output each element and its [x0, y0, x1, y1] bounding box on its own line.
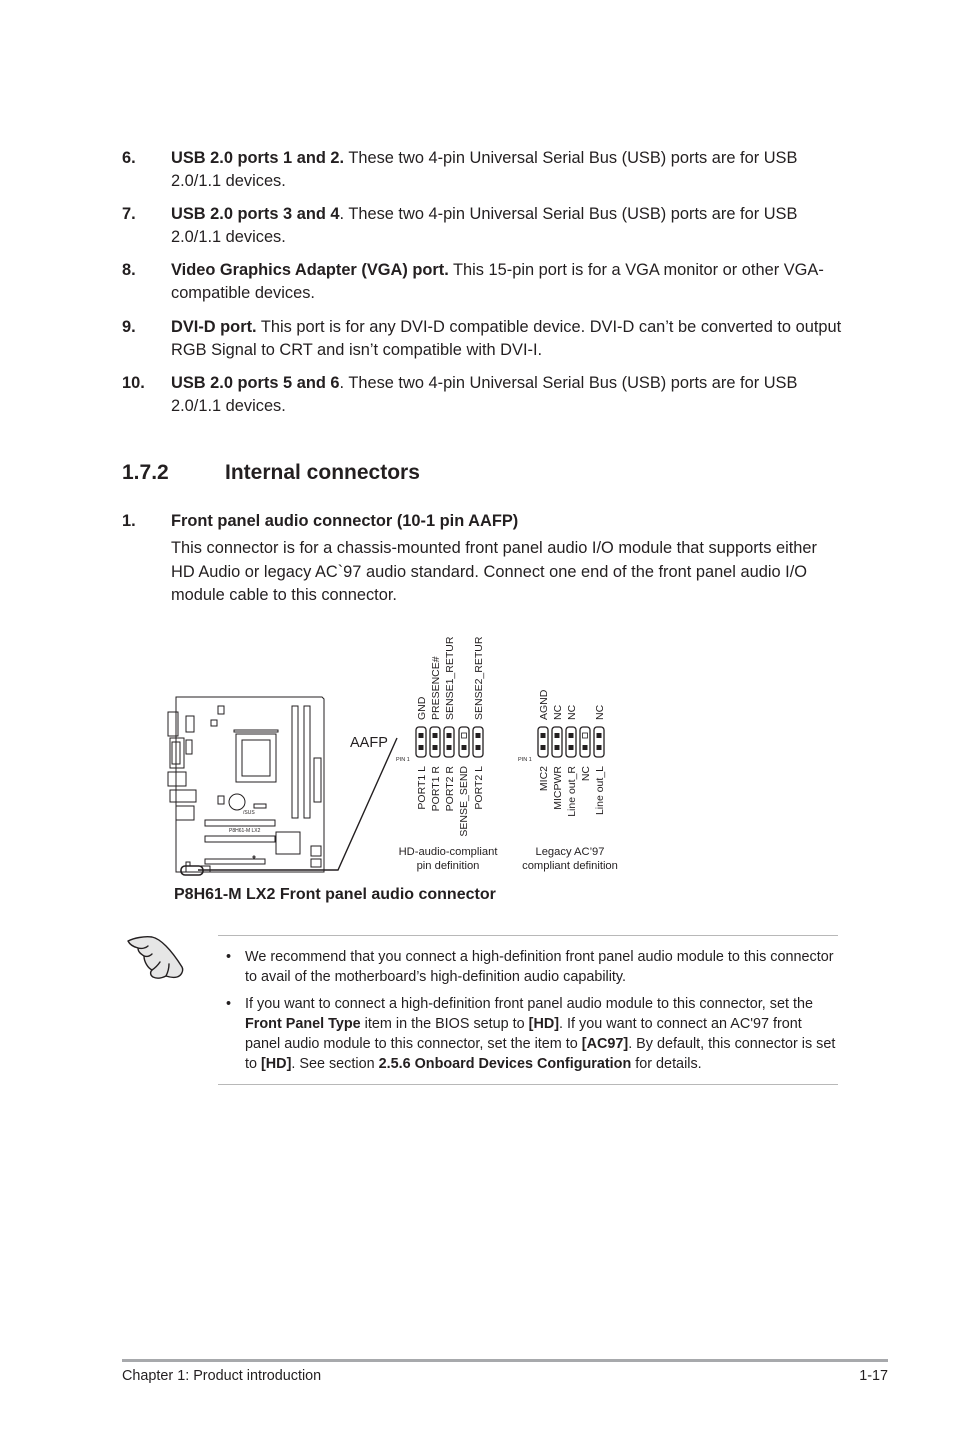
section-number: 1.7.2: [122, 461, 169, 484]
note-text: . By default, this connector is set to: [245, 1036, 836, 1073]
ac97-bottom-pin-label: MIC2: [538, 766, 550, 792]
note-bullets: [226, 947, 838, 1081]
hd-pin-header: [396, 727, 483, 763]
note-bullet-1: [226, 947, 838, 988]
note-bold: [AC97]: [581, 1036, 629, 1053]
note-text: . See section: [291, 1056, 379, 1073]
item-text: . These two 4-pin Universal Serial Bus (USB) ports are for USB 2.0/1.1 devices.: [171, 205, 798, 246]
ac97-pin1-label: PIN 1: [518, 757, 532, 763]
item-number: 9.: [122, 318, 136, 336]
list-item-8: [122, 259, 842, 305]
item-number: 6.: [122, 149, 136, 167]
subsection-number: 1.: [122, 512, 136, 530]
hd-pin1-label: PIN 1: [396, 757, 410, 763]
note-bold: [HD]: [528, 1015, 560, 1032]
item-title: DVI-D port.: [171, 318, 257, 336]
list-item-7: [122, 203, 842, 249]
item-text: This 15-pin port is for a VGA monitor or other VGA-compatible devices.: [171, 261, 824, 302]
hd-top-pin-label: PRESENCE#: [430, 656, 442, 720]
item-text: This port is for any DVI-D compatible device. DVI-D can’t be converted to output RGB Signal to CRT and isn’t compatible with DVI-I.: [171, 318, 842, 359]
hd-caption-line1: HD-audio-compliant: [398, 846, 498, 858]
hd-bottom-pin-label: PORT2 R: [444, 766, 456, 812]
footer-rule: [122, 1359, 888, 1362]
hd-top-pin-label: SENSE2_RETUR: [473, 636, 485, 720]
item-title: Video Graphics Adapter (VGA) port.: [171, 261, 449, 279]
footer-page-number: 1-17: [859, 1368, 888, 1384]
list-item-10: [122, 372, 842, 418]
hand-pointing-icon: [124, 932, 186, 984]
note-bullet-2: [226, 994, 838, 1075]
item-title: USB 2.0 ports 1 and 2.: [171, 149, 345, 167]
ac97-bottom-pin-label: MICPWR: [552, 766, 564, 810]
note-text: for details.: [631, 1056, 702, 1073]
hd-bottom-pin-label: SENSE_SEND: [458, 766, 470, 837]
hd-top-pin-label: GND: [416, 696, 428, 720]
ac97-pin-header: [518, 727, 604, 763]
subsection-item: [122, 510, 842, 533]
item-text: These two 4-pin Universal Serial Bus (USB) ports are for USB 2.0/1.1 devices.: [171, 149, 798, 190]
list-item-9: [122, 316, 842, 362]
hd-bottom-pin-label: PORT1 L: [416, 766, 428, 810]
leader-line: [198, 738, 397, 870]
ac97-bottom-pin-label: Line out_R: [566, 766, 578, 817]
diagram-caption: P8H61-M LX2 Front panel audio connector: [174, 886, 496, 903]
note-text: We recommend that you connect a high-definition front panel audio module to this connector to avail of the motherboard’s high-definition audio capability.: [245, 949, 834, 986]
hd-bottom-pin-label: PORT2 L: [473, 766, 485, 810]
ac97-bottom-pin-label: NC: [580, 766, 592, 782]
hd-caption-line2: pin definition: [416, 860, 480, 872]
item-title: USB 2.0 ports 3 and 4: [171, 205, 340, 223]
item-number: 10.: [122, 374, 145, 392]
ac97-top-pin-label: NC: [594, 704, 606, 720]
note-text: item in the BIOS setup to: [360, 1015, 529, 1032]
item-title: USB 2.0 ports 5 and 6: [171, 374, 340, 392]
board-label: P8H61-M LX2: [229, 828, 261, 834]
hd-top-pin-label: SENSE1_RETUR: [444, 636, 456, 720]
note-text: If you want to connect a high-definition front panel audio module to this connector, set the: [245, 995, 813, 1012]
ac97-top-pin-label: AGND: [538, 689, 550, 720]
note-bold: [HD]: [261, 1056, 292, 1073]
section-title: Internal connectors: [225, 461, 420, 484]
note-bold: Front Panel Type: [245, 1015, 361, 1032]
note-text: . If you want to connect an AC'97 front panel audio module to this connector, set the item to: [245, 1015, 802, 1053]
footer-chapter: Chapter 1: Product introduction: [122, 1368, 322, 1384]
note-bold: 2.5.6 Onboard Devices Configuration: [378, 1056, 632, 1073]
subsection-title: Front panel audio connector (10-1 pin AAFP): [171, 512, 519, 530]
note-top-rule: [218, 935, 838, 936]
ac97-caption-line1: Legacy AC’97: [535, 846, 605, 858]
aafp-label: AAFP: [350, 735, 388, 751]
bullet-dot: •: [226, 949, 232, 965]
item-number: 8.: [122, 261, 136, 279]
list-item-6: [122, 147, 842, 193]
ac97-top-pin-label: NC: [566, 704, 578, 720]
board-logo: /SUS: [243, 810, 255, 816]
subsection-description: This connector is for a chassis-mounted front panel audio I/O module that supports either HD Audio or legacy AC`97 audio standard. Connect one end of the front panel audio I/O module cable to this connector.: [171, 539, 817, 604]
ac97-bottom-pin-label: Line out_L: [594, 766, 606, 816]
ac97-top-pin-label: NC: [552, 704, 564, 720]
item-number: 7.: [122, 205, 136, 223]
hd-bottom-pin-label: PORT1 R: [430, 766, 442, 812]
ac97-caption-line2: compliant definition: [522, 860, 618, 872]
bullet-dot: •: [226, 995, 232, 1012]
item-text: . These two 4-pin Universal Serial Bus (USB) ports are for USB 2.0/1.1 devices.: [171, 374, 798, 415]
note-bottom-rule: [218, 1084, 838, 1085]
motherboard-drawing: [168, 697, 324, 875]
